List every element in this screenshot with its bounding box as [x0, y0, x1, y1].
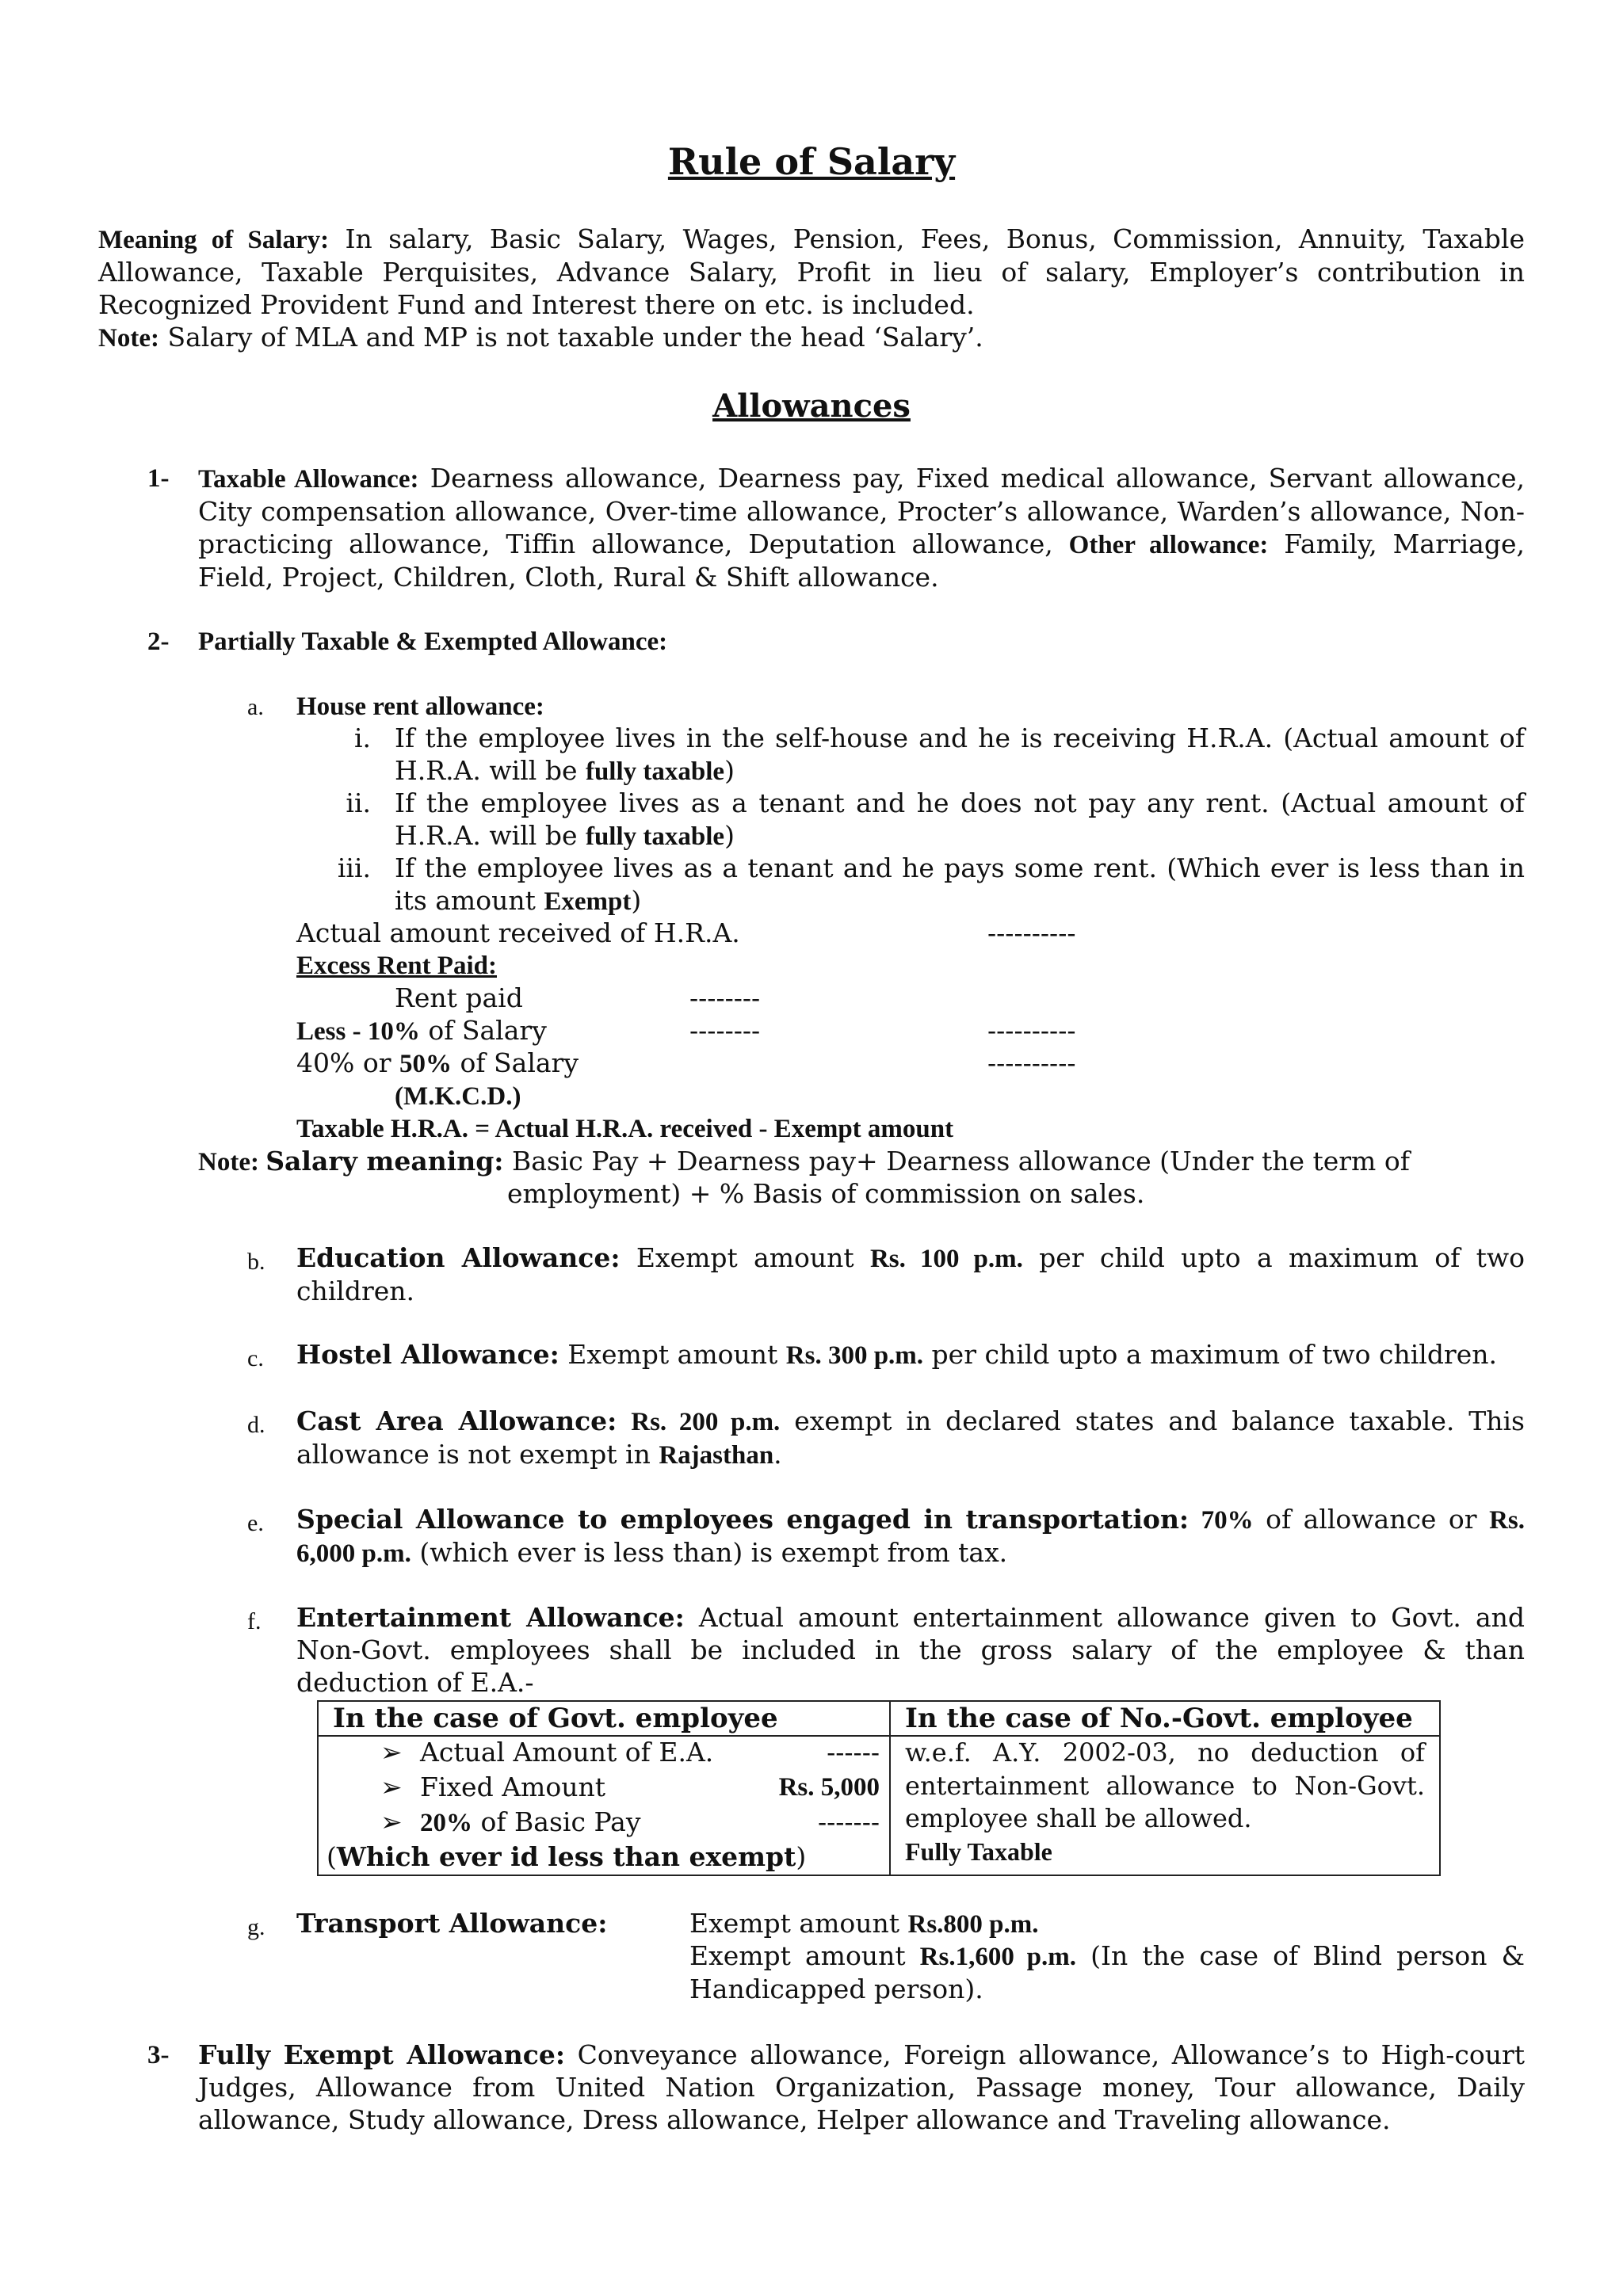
entertainment-allowance-paragraph: Entertainment Allowance: Actual amount entertainment allowance given to Govt. and Non-Govt. employees shall be included in the gross salary of the employee & than deduction of E.A.-: [296, 1602, 1525, 1698]
item-a-letter: a.: [247, 694, 264, 720]
section-3-number: 3-: [147, 2041, 170, 2069]
less-ten-percent-line: Less - 10% of Salary: [296, 1015, 547, 1046]
non-govt-header: In the case of No.-Govt. employee: [890, 1701, 1440, 1736]
transport-line-1: Exempt amount Rs.800 p.m.: [689, 1908, 1039, 1939]
item-c-letter: c.: [247, 1345, 264, 1371]
govt-cell: [318, 1736, 890, 1875]
section-1-number: 1-: [147, 464, 170, 493]
section-2-number: 2-: [147, 627, 170, 656]
table-header-row: [318, 1701, 1440, 1736]
hra-item-2: If the employee lives as a tenant and he does not pay any rent. (Actual amount of H.R.A. will be fully taxable): [395, 788, 1525, 851]
table-body-row: [318, 1736, 1440, 1875]
govt-header: In the case of Govt. employee: [318, 1701, 890, 1736]
section-3-paragraph: Fully Exempt Allowance: Conveyance allowance, Foreign allowance, Allowance’s to High-court Judges, Allowance from United Nation Organization, Passage money, Tour allowance, Daily allowance, Study allowance, Dress allowance, Helper allowance and Traveling allowance.: [198, 2039, 1525, 2135]
special-allowance-paragraph: Special Allowance to employees engaged in transportation: 70% of allowance or Rs. 6,000 p.m. (which ever is less than) is exempt from tax.: [296, 1504, 1525, 1568]
section-1-paragraph: [198, 463, 1525, 594]
less-dash-1: --------: [689, 1015, 761, 1046]
arrow-bullet-icon: ➢: [380, 1806, 403, 1838]
education-allowance-paragraph: Education Allowance: Exempt amount Rs. 100 p.m. per child upto a maximum of two children.: [296, 1242, 1525, 1306]
arrow-bullet-icon: ➢: [380, 1737, 403, 1768]
meaning-label: Meaning of Salary:: [98, 226, 330, 254]
table-footer: (Which ever id less than exempt): [327, 1841, 807, 1873]
percent-dash: ----------: [987, 1047, 1076, 1078]
hra-item-3: If the employee lives as a tenant and he pays some rent. (Which ever is less than in its amount Exempt): [395, 852, 1525, 916]
percent-of-salary-line: 40% or 50% of Salary: [296, 1047, 579, 1078]
table-row: ➢ Fixed Amount Rs. 5,000: [380, 1772, 880, 1803]
section-1-label: Taxable Allowance:: [198, 465, 419, 494]
meaning-paragraph: [98, 223, 1525, 355]
mkcd-label: (M.K.C.D.): [395, 1082, 521, 1111]
item-g-letter: g.: [247, 1914, 265, 1940]
entertainment-allowance-table: [317, 1700, 1441, 1876]
item-e-letter: e.: [247, 1510, 264, 1536]
hra-item-2-numeral: ii.: [346, 788, 371, 818]
section-2-label: Partially Taxable & Exempted Allowance:: [198, 627, 668, 656]
hra-label: House rent allowance:: [296, 692, 544, 721]
rent-paid-dash: --------: [689, 982, 761, 1013]
cast-area-allowance-paragraph: Cast Area Allowance: Rs. 200 p.m. exempt in declared states and balance taxable. This allowance is not exempt in Rajasthan.: [296, 1405, 1525, 1470]
actual-hra-dash: ----------: [987, 917, 1076, 948]
hra-item-3-numeral: iii.: [337, 852, 371, 883]
other-allowance-text: Family, Marriage, Field, Project, Children, Cloth, Rural & Shift allowance.: [198, 528, 1525, 593]
arrow-bullet-icon: ➢: [380, 1772, 403, 1803]
rent-paid-label: Rent paid: [395, 982, 523, 1013]
table-row: ➢ Actual Amount of E.A. ------: [380, 1737, 880, 1768]
table-row: ➢ 20% of Basic Pay -------: [380, 1806, 880, 1838]
salary-meaning-note: Note: Salary meaning: Basic Pay + Dearness pay+ Dearness allowance (Under the term of: [198, 1146, 1410, 1177]
hra-item-1-numeral: i.: [353, 723, 371, 753]
taxable-hra-formula: Taxable H.R.A. = Actual H.R.A. received - Exempt amount: [296, 1115, 954, 1143]
hostel-allowance-paragraph: Hostel Allowance: Exempt amount Rs. 300 p.m. per child upto a maximum of two children.: [296, 1339, 1497, 1370]
item-d-letter: d.: [247, 1412, 265, 1438]
page-title: Rule of Salary: [667, 140, 956, 183]
less-dash-2: ----------: [987, 1015, 1076, 1046]
actual-hra-label: Actual amount received of H.R.A.: [296, 917, 740, 948]
note-label: Note:: [98, 323, 159, 353]
excess-rent-heading: Excess Rent Paid:: [296, 952, 497, 980]
transport-line-2: Exempt amount Rs.1,600 p.m. (In the case of Blind person & Handicapped person).: [689, 1940, 1525, 2004]
non-govt-cell: w.e.f. A.Y. 2002-03, no deduction of entertainment allowance to Non-Govt. employee shall be allowed. Fully Taxable: [890, 1736, 1440, 1875]
note-text: Salary of MLA and MP is not taxable under the head ‘Salary’.: [158, 321, 983, 353]
section-1-text: Dearness allowance, Dearness pay, Fixed medical allowance, Servant allowance, City compensation allowance, Over-time allowance, Procter’s allowance, Warden’s allowance, Non-practicing allowance, Tiffin allowance, Deputation allowance,: [198, 463, 1525, 559]
transport-allowance-label: Transport Allowance:: [296, 1908, 608, 1939]
item-f-letter: f.: [247, 1608, 262, 1634]
meaning-text: In salary, Basic Salary, Wages, Pension, Fees, Bonus, Commission, Annuity, Taxable Allowance, Taxable Perquisites, Advance Salary, Profit in lieu of salary, Employer’s contribution in Recognized Provident Fund and Interest there on etc. is included.: [98, 223, 1525, 320]
hra-item-1: If the employee lives in the self-house and he is receiving H.R.A. (Actual amount of H.R.A. will be fully taxable): [395, 723, 1525, 786]
item-b-letter: b.: [247, 1249, 265, 1275]
salary-meaning-note-cont: employment) + % Basis of commission on sales.: [507, 1178, 1145, 1209]
other-allowance-label: Other allowance:: [1068, 530, 1269, 559]
allowances-heading: Allowances: [712, 387, 911, 425]
